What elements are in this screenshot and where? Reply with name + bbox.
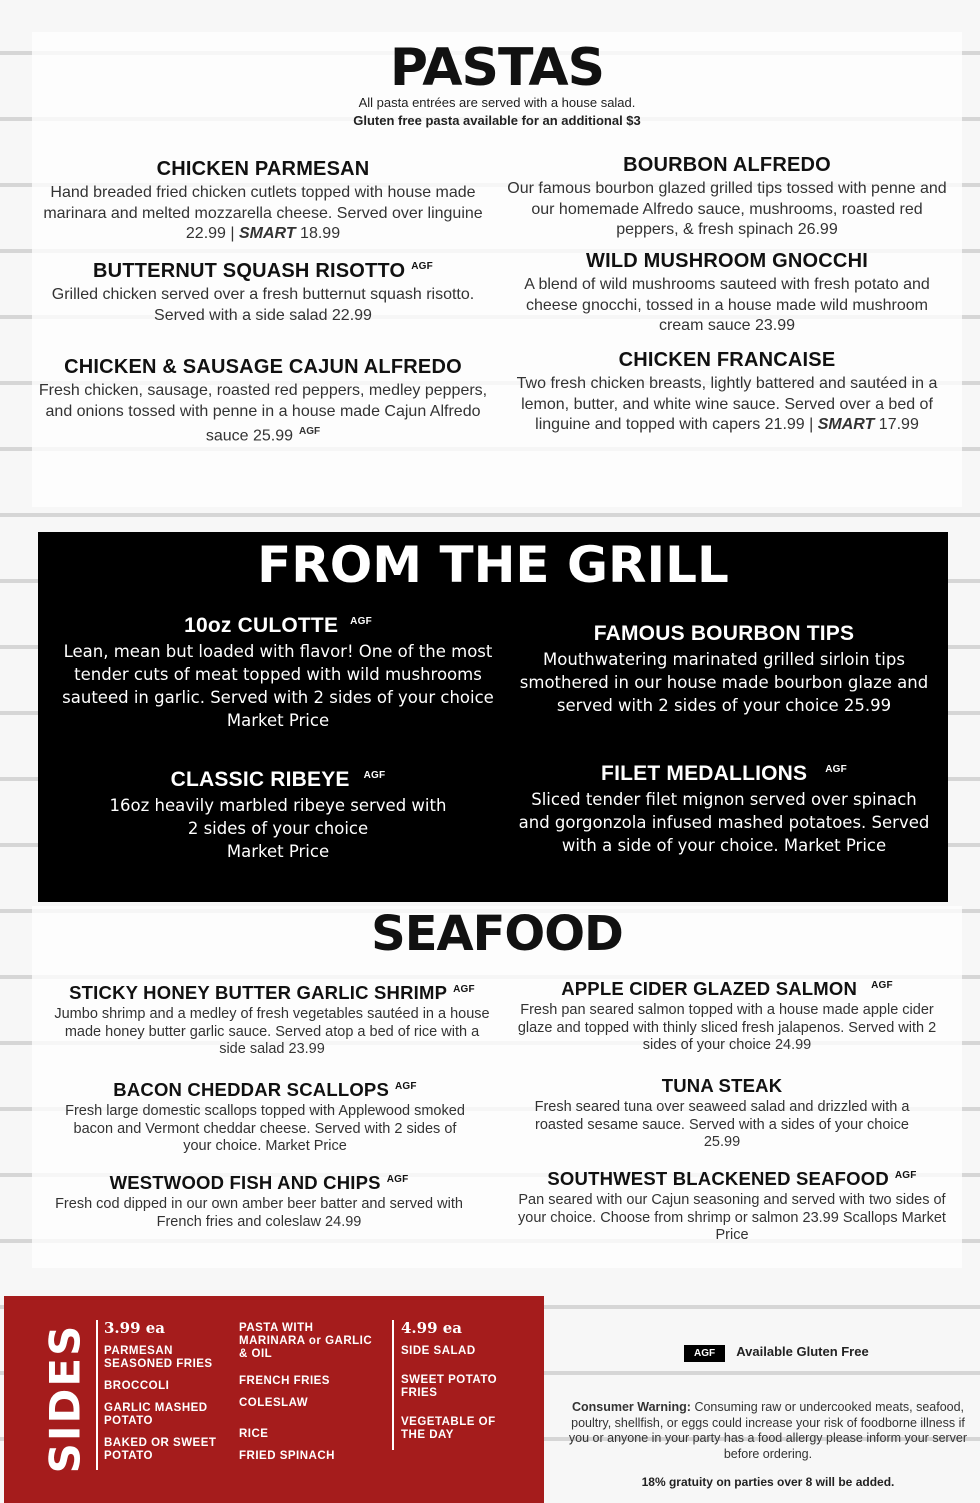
item-name: STICKY HONEY BUTTER GARLIC SHRIMP $^{AGF}$ xyxy=(69,982,475,1003)
agf-tag: AGF xyxy=(825,764,847,775)
menu-item-honey-garlic-shrimp xyxy=(52,982,492,1059)
item-name: BUTTERNUT SQUASH RISOTTO $^{AGF}$ xyxy=(93,260,433,282)
agf-legend-label: Available Gluten Free xyxy=(736,1344,869,1359)
agf-legend xyxy=(684,1344,869,1362)
item-name: BOURBON ALFREDO xyxy=(623,154,831,176)
menu-item-tuna-steak xyxy=(532,1075,912,1152)
item-name: CHICKEN PARMESAN xyxy=(156,158,370,180)
sides-column-2 xyxy=(239,1322,379,1472)
menu-item-fish-and-chips xyxy=(34,1172,484,1231)
agf-tag: AGF xyxy=(411,261,433,273)
side-item: FRIED SPINACH xyxy=(239,1450,335,1462)
agf-badge: AGF xyxy=(684,1345,725,1362)
menu-item-cajun-alfredo xyxy=(38,356,488,447)
agf-tag: AGF xyxy=(350,616,372,627)
item-description: Fresh large domestic scallops topped with Applewood smoked bacon and Vermont cheddar cheese. Served with 2 sides of your choice. Market Price xyxy=(65,1103,465,1154)
side-item: SIDE SALAD xyxy=(401,1345,476,1357)
consumer-warning xyxy=(568,1400,968,1462)
item-description: Jumbo shrimp and a medley of fresh vegetables sautéed in a house made honey butter garlic sauce. Served atop a bed of rice with a side salad 23.99 xyxy=(54,1006,490,1057)
sides-column-1 xyxy=(104,1319,224,1472)
item-name: BACON CHEDDAR SCALLOPS $^{AGF}$ xyxy=(113,1079,417,1100)
agf-tag: AGF xyxy=(871,979,893,991)
seafood-section xyxy=(32,906,962,1268)
side-item: COLESLAW xyxy=(239,1397,309,1409)
item-description: Two fresh chicken breasts, lightly battered and sautéed in a lemon, butter, and white wine sauce. Served over a bed of linguine and topped with capers 21.99 | SMART 17.99 xyxy=(516,375,938,433)
grill-title: FROM THE GRILL xyxy=(257,536,729,594)
side-price: 4.99 ea xyxy=(401,1319,463,1337)
item-name: FILET MEDALLIONS $^{AGF}$ xyxy=(601,762,847,785)
item-description: Fresh seared tuna over seaweed salad and drizzled with a roasted sesame sauce. Served with a sides of your choice 25.99 xyxy=(534,1099,910,1150)
sides-column-3 xyxy=(401,1319,521,1451)
divider xyxy=(392,1320,394,1450)
item-description: Hand breaded fried chicken cutlets topped with house made marinara and melted mozzarella cheese. Served over linguine 22.99 | SMART 18.99 xyxy=(43,184,483,242)
item-name: TUNA STEAK xyxy=(661,1075,783,1096)
menu-item-classic-ribeye xyxy=(108,768,448,863)
warning-text: Consuming raw or undercooked meats, seafood, poultry, shellfish, or eggs could increase your risk of foodborne illness if you or anyone in your party has a food allergy please inform your server before ordering. xyxy=(568,1400,968,1461)
item-description: 16oz heavily marbled ribeye served with 2 sides of your choice Market Price xyxy=(109,796,447,861)
item-description: Fresh chicken, sausage, roasted red peppers, medley peppers, and onions tossed with penne in a house made Cajun Alfredo sauce 25.99 $^{AGF}$ xyxy=(38,382,488,445)
sides-section xyxy=(4,1296,544,1503)
agf-tag: AGF xyxy=(453,983,475,995)
item-description: A blend of wild mushrooms sauteed with fresh potato and cheese gnocchi, tossed in a house made wild mushroom cream sauce 23.99 xyxy=(524,276,930,334)
agf-tag: AGF xyxy=(386,1173,409,1185)
item-name: CHICKEN FRANCAISE xyxy=(618,349,836,371)
side-item: PASTA WITH MARINARA or GARLIC & OIL xyxy=(239,1322,373,1360)
item-description: Lean, mean but loaded with flavor! One of the most tender cuts of meat topped with wild mushrooms sauteed in garlic. Served with 2 sides of your choice Market Price xyxy=(62,642,494,730)
gluten-free-note: Gluten free pasta available for an additional $3 xyxy=(353,113,641,128)
side-price: 3.99 ea xyxy=(104,1319,166,1337)
side-item: BROCCOLI xyxy=(104,1380,170,1392)
item-description: Grilled chicken served over a fresh butternut squash risotto. Served with a side salad 22.99 xyxy=(51,286,475,324)
agf-tag: AGF xyxy=(299,426,321,437)
menu-item-blackened-seafood xyxy=(512,1168,952,1245)
menu-item-chicken-parmesan xyxy=(38,158,488,245)
menu-item-bourbon-alfredo xyxy=(502,154,952,241)
pastas-note xyxy=(32,94,962,130)
item-name: SOUTHWEST BLACKENED SEAFOOD $^{AGF}$ xyxy=(547,1168,917,1189)
menu-item-wild-mushroom-gnocchi xyxy=(502,250,952,337)
item-description: Sliced tender filet mignon served over spinach and gorgonzola infused mashed potatoes. Served with a side of your choice. Market Price xyxy=(518,790,930,855)
item-description: Mouthwatering marinated grilled sirloin tips smothered in our house made bourbon glaze and served with 2 sides of your choice 25.99 xyxy=(519,650,929,715)
pastas-salad-note: All pasta entrées are served with a house salad. xyxy=(358,95,636,110)
grill-section xyxy=(38,532,948,902)
item-name: 10oz CULOTTE $^{AGF}$ xyxy=(184,614,372,637)
item-name: CHICKEN & SAUSAGE CAJUN ALFREDO xyxy=(64,356,462,378)
item-description: Fresh pan seared salmon topped with a house made apple cider glaze and topped with thinly sliced fresh jalapenos. Served with 2 sides of your choice 24.99 xyxy=(517,1002,937,1053)
item-description: Our famous bourbon glazed grilled tips tossed with penne and our homemade Alfredo sauce, mushrooms, roasted red peppers, & fresh spinach 26.99 xyxy=(507,180,947,238)
item-description: Pan seared with our Cajun seasoning and served with two sides of your choice. Choose from shrimp or salmon 23.99 Scallops Market Price xyxy=(518,1192,946,1243)
sides-title: SIDES xyxy=(40,1323,90,1474)
menu-item-filet-medallions xyxy=(514,762,934,857)
agf-tag: AGF xyxy=(363,770,386,781)
item-name: CLASSIC RIBEYE $^{AGF}$ xyxy=(170,768,386,791)
side-item: PARMESAN SEASONED FRIES xyxy=(104,1345,213,1370)
side-item: FRENCH FRIES xyxy=(239,1375,330,1387)
item-name: WILD MUSHROOM GNOCCHI xyxy=(586,250,868,272)
menu-item-cider-salmon xyxy=(517,978,937,1055)
menu-item-scallops xyxy=(60,1079,470,1156)
side-item: GARLIC MASHED POTATO xyxy=(104,1402,208,1427)
side-item: SWEET POTATO FRIES xyxy=(401,1374,498,1399)
menu-item-culotte xyxy=(56,614,500,732)
seafood-title: SEAFOOD xyxy=(371,906,623,962)
pastas-section xyxy=(32,32,962,507)
menu-item-bourbon-tips xyxy=(514,622,934,717)
item-name: APPLE CIDER GLAZED SALMON $^{AGF}$ xyxy=(561,978,893,999)
warning-label: Consumer Warning: xyxy=(571,1400,691,1414)
item-name: FAMOUS BOURBON TIPS xyxy=(593,622,855,645)
agf-tag: AGF xyxy=(395,1080,417,1092)
menu-item-chicken-francaise xyxy=(502,349,952,436)
item-name: WESTWOOD FISH AND CHIPS $^{AGF}$ xyxy=(109,1172,409,1193)
side-item: RICE xyxy=(239,1428,269,1440)
side-item: BAKED OR SWEET POTATO xyxy=(104,1437,217,1462)
pastas-title: PASTAS xyxy=(389,38,605,98)
item-description: Fresh cod dipped in our own amber beer batter and served with French fries and coleslaw 24.99 xyxy=(55,1196,463,1230)
menu-item-butternut-squash-risotto xyxy=(38,260,488,326)
side-item: VEGETABLE OF THE DAY xyxy=(401,1416,496,1441)
divider xyxy=(96,1320,98,1470)
agf-tag: AGF xyxy=(894,1169,917,1181)
gratuity-note: 18% gratuity on parties over 8 will be added. xyxy=(641,1475,895,1489)
